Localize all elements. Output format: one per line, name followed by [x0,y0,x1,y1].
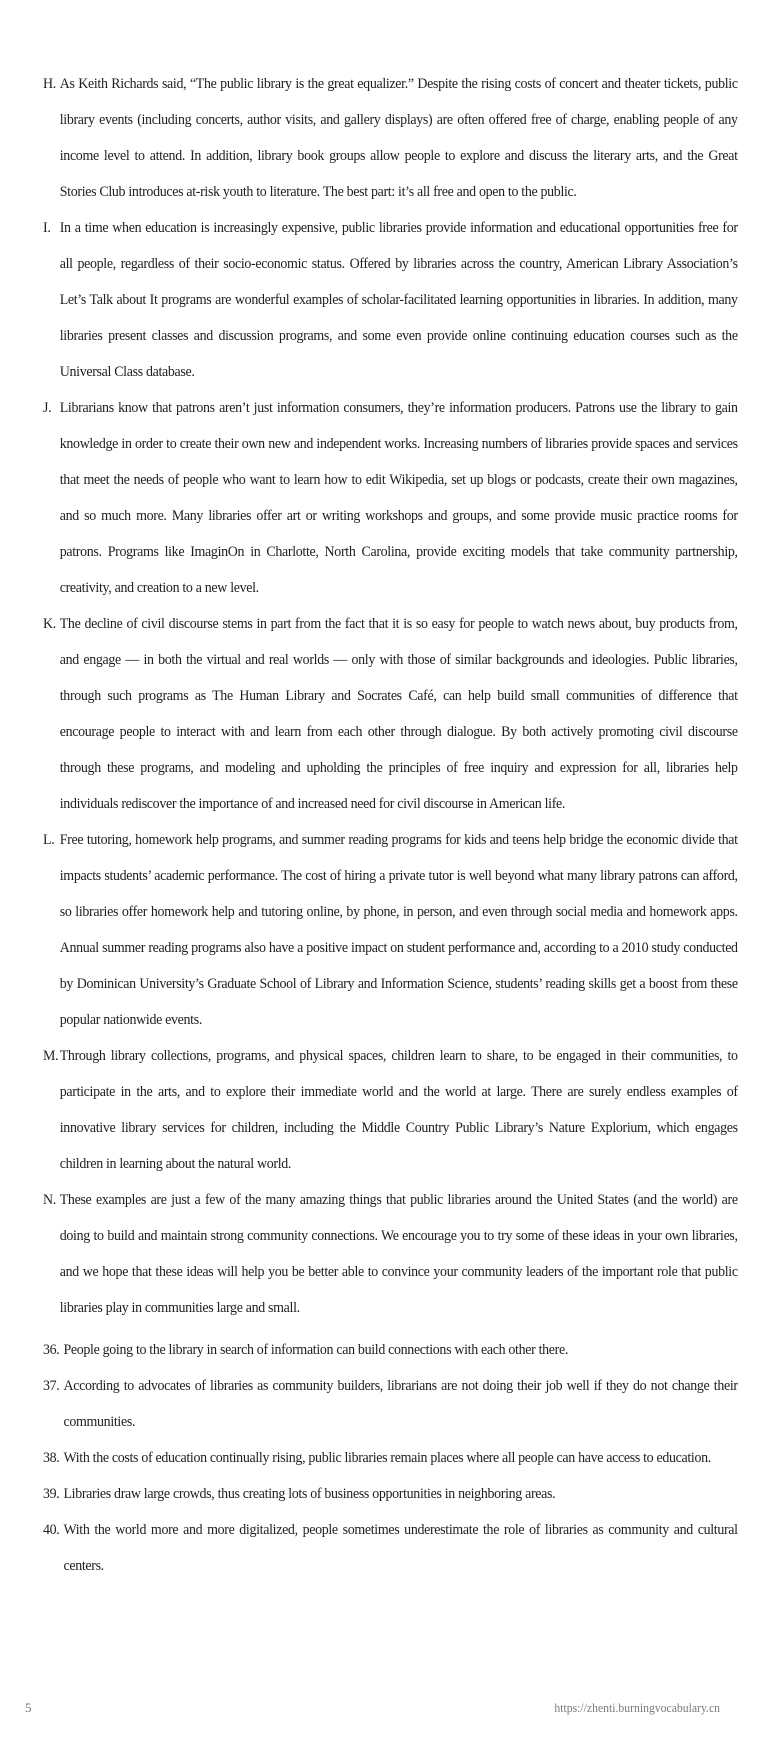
paragraph-marker: K. [43,616,56,632]
paragraph-l [43,822,738,1038]
paragraph-h [43,66,738,210]
paragraph-text: As Keith Richards said, “The public library is the great equalizer.” Despite the rising costs of concert and theater tickets, public library events (including concerts, author visits, and gallery displays) are often offered free of charge, enabling people of any income level to attend. In addition, library book groups allow people to explore and discuss the literary arts, and the Great Stories Club introduces at-risk youth to literature. The best part: it’s all free and open to the public. [59,76,738,200]
question-number: 38. [43,1450,60,1466]
page-number: 5 [25,1700,32,1715]
paragraph-j [43,390,738,606]
paragraph-marker: I. [43,220,51,236]
paragraph-text: Librarians know that patrons aren’t just information consumers, they’re information producers. Patrons use the library to gain knowledge in order to create their own new and independent works. Increasing numbers of libraries provide spaces and services that meet the needs of people who want to learn how to edit Wikipedia, set up blogs or podcasts, create their own magazines, and so much more. Many libraries offer art or writing workshops and groups, and some provide music practice rooms for patrons. Programs like ImaginOn in Charlotte, North Carolina, provide exciting models that take community partnership, creativity, and creation to a new level. [59,400,738,596]
paragraph-marker: H. [43,76,56,92]
question-number: 40. [43,1522,60,1538]
paragraph-text: Free tutoring, homework help programs, and summer reading programs for kids and teens help bridge the economic divide that impacts students’ academic performance. The cost of hiring a private tutor is well beyond what many library patrons can afford, so libraries offer homework help and tutoring online, by phone, in person, and even through social media and homework apps. Annual summer reading programs also have a positive impact on student performance and, according to a 2010 study conducted by Dominican University’s Graduate School of Library and Information Science, students’ reading skills get a boost from these popular nationwide events. [59,832,738,1028]
question-text: Libraries draw large crowds, thus creating lots of business opportunities in neighboring areas. [63,1486,556,1502]
paragraph-text: Through library collections, programs, and physical spaces, children learn to share, to be engaged in their communities, to participate in the arts, and to explore their immediate world and the world at large. There are surely endless examples of innovative library services for children, including the Middle Country Public Library’s Nature Explorium, which engages children in learning about the natural world. [59,1048,738,1172]
paragraph-text: These examples are just a few of the many amazing things that public libraries around the United States (and the world) are doing to build and maintain strong community connections. We encourage you to try some of these ideas in your own libraries, and we hope that these ideas will help you be better able to convince your community leaders of the important role that public libraries play in communities large and small. [59,1192,738,1316]
paragraph-text: In a time when education is increasingly expensive, public libraries provide information and educational opportunities free for all people, regardless of their socio-economic status. Offered by libraries across the country, American Library Association’s Let’s Talk about It programs are wonderful examples of scholar-facilitated learning opportunities in libraries. In addition, many libraries present classes and discussion programs, and some even provide online continuing education courses such as the Universal Class database. [59,220,738,380]
question-38 [43,1440,738,1476]
question-number: 39. [43,1486,60,1502]
question-text: With the world more and more digitalized, people sometimes underestimate the role of libraries as community and cultural centers. [63,1522,738,1574]
paragraph-text: The decline of civil discourse stems in part from the fact that it is so easy for people to watch news about, buy products from, and engage — in both the virtual and real worlds — only with those of similar backgrounds and ideologies. Public libraries, through such programs as The Human Library and Socrates Café, can help build small communities of difference that encourage people to interact with and learn from each other through dialogue. By both actively promoting civil discourse through these programs, and modeling and upholding the principles of free inquiry and expression for all, libraries help individuals rediscover the importance of and increased need for civil discourse in American life. [59,616,738,812]
question-text: With the costs of education continually rising, public libraries remain places where all people can have access to education. [63,1450,711,1466]
footer-url-link[interactable]: https://zhenti.burningvocabulary.cn [554,1700,720,1715]
paragraph-n [43,1182,738,1326]
paragraph-m [43,1038,738,1182]
question-list [43,1332,738,1584]
page-content [43,66,738,1584]
question-39 [43,1476,738,1512]
question-number: 36. [43,1342,60,1358]
paragraph-marker: N. [43,1192,56,1208]
question-40 [43,1512,738,1584]
paragraph-i [43,210,738,390]
question-37 [43,1368,738,1440]
question-text: According to advocates of libraries as community builders, librarians are not doing their job well if they do not change their communities. [63,1378,738,1430]
paragraph-marker: J. [43,400,52,416]
question-36 [43,1332,738,1368]
paragraph-k [43,606,738,822]
question-text: People going to the library in search of information can build connections with each other there. [63,1342,569,1358]
question-number: 37. [43,1378,60,1394]
paragraph-marker: M. [43,1048,59,1064]
paragraph-marker: L. [43,832,55,848]
